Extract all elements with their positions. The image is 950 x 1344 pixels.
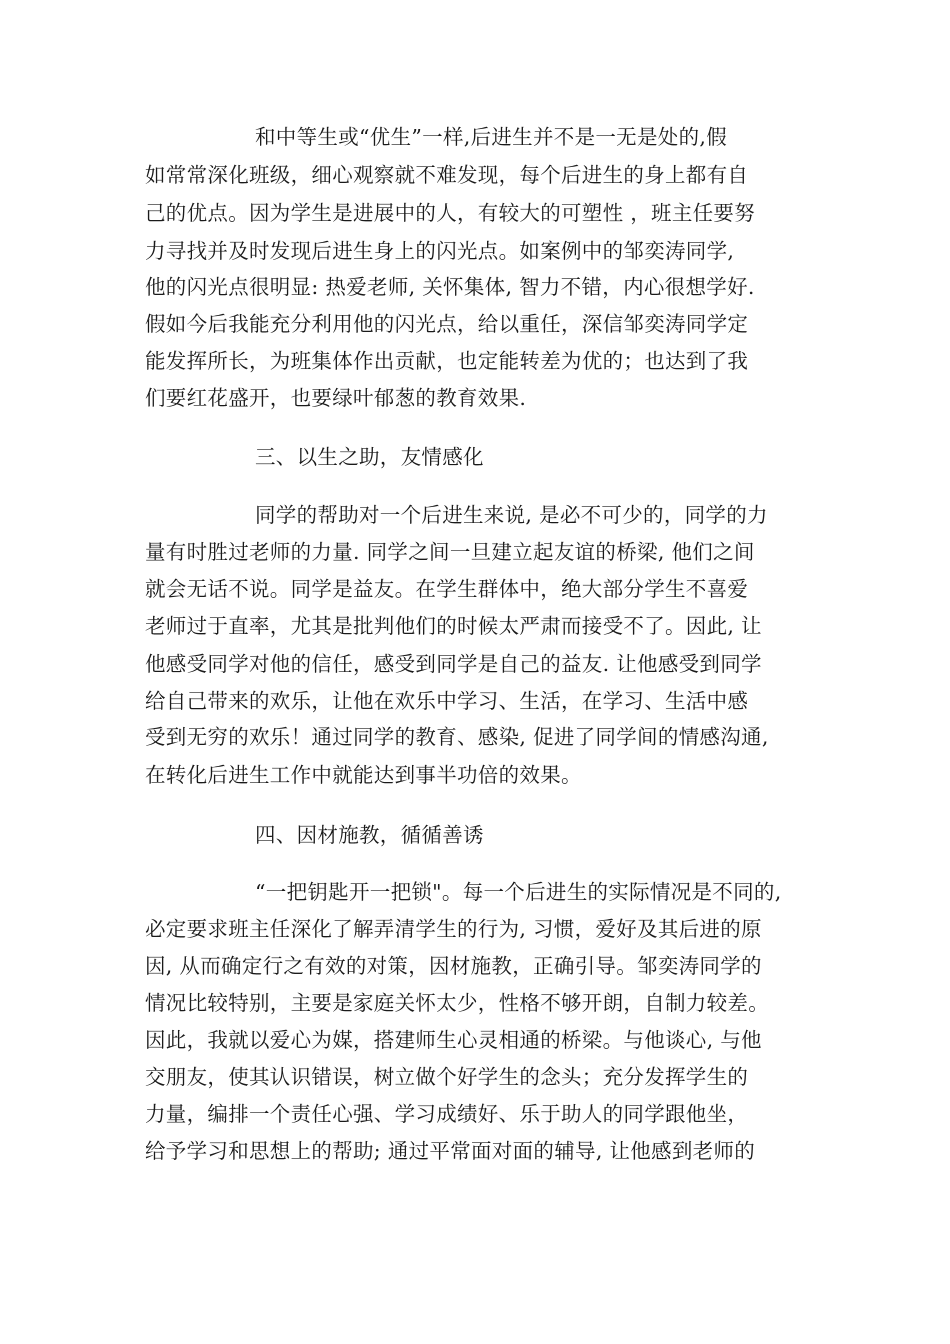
- paragraph-1-line-4: 力寻找并及时发现后进生身上的闪光点。如案例中的邹奕涛同学,: [145, 239, 735, 263]
- paragraph-2-line-6: 给自己带来的欢乐，让他在欢乐中学习、生活，在学习、生活中感: [145, 689, 749, 713]
- paragraph-3-line-5: 因此，我就以爱心为媒，搭建师生心灵相通的桥梁。与他谈心, 与他: [145, 1028, 762, 1052]
- paragraph-1-line-1: 和中等生或“优生”一样,后进生并不是一无是处的,假: [255, 125, 727, 149]
- paragraph-1-line-6: 假如今后我能充分利用他的闪光点，给以重任，深信邹奕涛同学定: [145, 312, 749, 336]
- paragraph-2-line-2: 量有时胜过老师的力量. 同学之间一旦建立起友谊的桥梁, 他们之间: [145, 540, 755, 564]
- section-heading-4: 四、因材施教，循循善诱: [255, 823, 484, 847]
- paragraph-3-line-7: 力量，编排一个责任心强、学习成绩好、乐于助人的同学跟他坐，: [145, 1102, 749, 1126]
- paragraph-1-line-2: 如常常深化班级，细心观察就不难发现，每个后进生的身上都有自: [145, 163, 749, 187]
- paragraph-1-line-8: 们要红花盛开，也要绿叶郁葱的教育效果.: [145, 386, 527, 410]
- paragraph-1-line-5: 他的闪光点很明显: 热爱老师, 关怀集体, 智力不错，内心很想学好.: [145, 275, 755, 299]
- paragraph-2-line-5: 他感受同学对他的信任，感受到同学是自己的益友. 让他感受到同学: [145, 652, 762, 676]
- paragraph-2-line-1: 同学的帮助对一个后进生来说, 是必不可少的，同学的力: [255, 503, 768, 527]
- paragraph-3-line-2: 必定要求班主任深化了解弄清学生的行为, 习惯，爱好及其后进的原: [145, 917, 762, 941]
- paragraph-2-line-8: 在转化后进生工作中就能达到事半功倍的效果。: [145, 763, 582, 787]
- paragraph-3-line-4: 情况比较特别，主要是家庭关怀太少，性格不够开朗，自制力较差。: [145, 991, 769, 1015]
- paragraph-1-line-7: 能发挥所长，为班集体作出贡献，也定能转差为优的；也达到了我: [145, 349, 749, 373]
- paragraph-3-line-3: 因, 从而确定行之有效的对策，因材施教，正确引导。邹奕涛同学的: [145, 954, 762, 978]
- paragraph-1-line-3: 己的优点。因为学生是进展中的人，有较大的可塑性 ，班主任要努: [145, 201, 756, 225]
- paragraph-2-line-7: 受到无穷的欢乐！通过同学的教育、感染, 促进了同学间的情感沟通,: [145, 725, 769, 749]
- paragraph-3-line-8: 给予学习和思想上的帮助; 通过平常面对面的辅导, 让他感到老师的: [145, 1139, 756, 1163]
- paragraph-3-line-6: 交朋友，使其认识错误，树立做个好学生的念头；充分发挥学生的: [145, 1065, 749, 1089]
- paragraph-2-line-4: 老师过于直率，尤其是批判他们的时候太严肃而接受不了。因此, 让: [145, 614, 762, 638]
- section-heading-3: 三、以生之助，友情感化: [255, 445, 484, 469]
- paragraph-2-line-3: 就会无话不说。同学是益友。在学生群体中，绝大部分学生不喜爱: [145, 577, 749, 601]
- paragraph-3-line-1: “一把钥匙开一把锁"。每一个后进生的实际情况是不同的,: [255, 880, 782, 904]
